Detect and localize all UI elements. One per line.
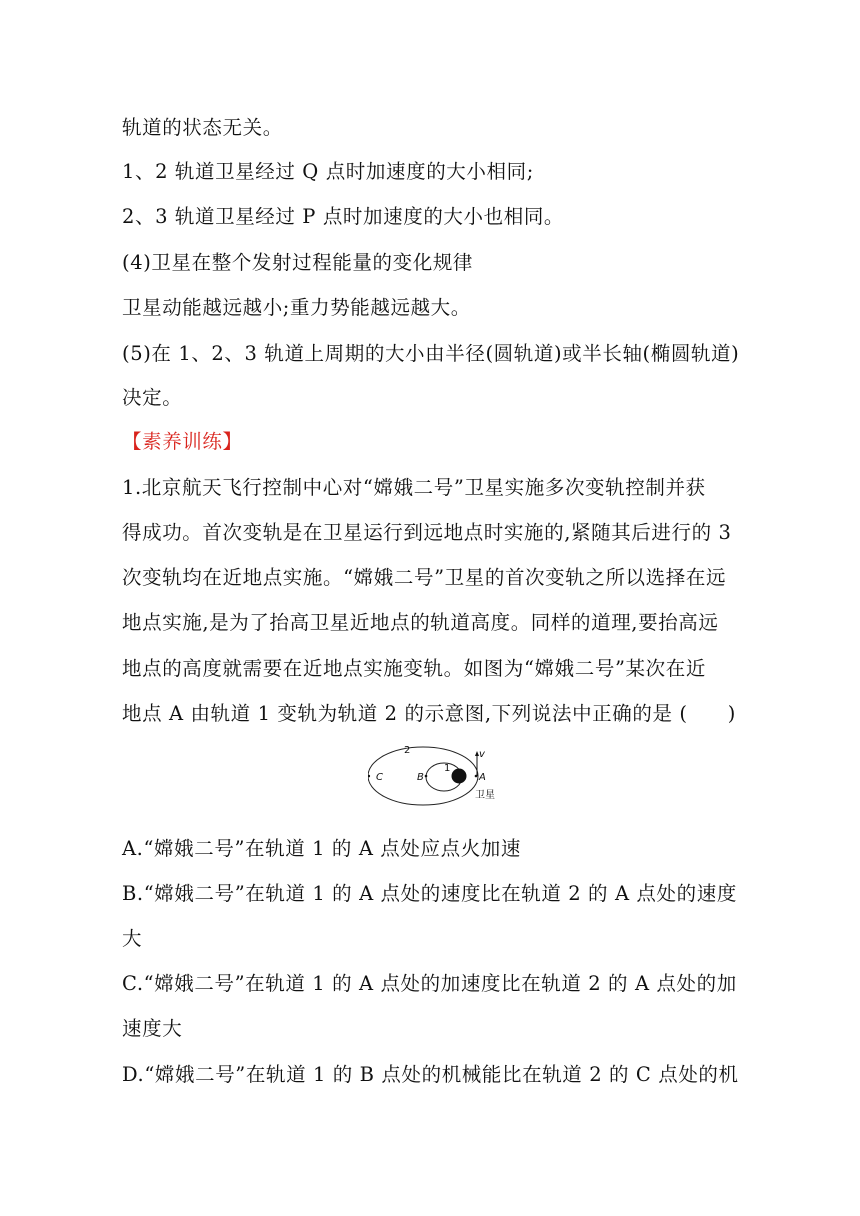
question-line: 1.北京航天飞行控制中心对“嫦娥二号”卫星实施多次变轨控制并获 [122,476,706,499]
option-d: D.“嫦娥二号”在轨道 1 的 B 点处的机械能比在轨道 2 的 C 点处的机 [122,1063,739,1086]
text-line: 决定。 [122,386,183,409]
text-line: 1、2 轨道卫星经过 Q 点时加速度的大小相同; [122,160,534,183]
question-line: 地点实施,是为了抬高卫星近地点的轨道高度。同样的道理,要抬高远 [122,611,719,634]
text-line: 轨道的状态无关。 [122,116,283,139]
point-c-marker [368,775,370,778]
text-line: (5)在 1、2、3 轨道上周期的大小由半径(圆轨道)或半长轴(椭圆轨道) [122,342,740,365]
orbit-svg [368,742,506,806]
option-c: C.“嫦娥二号”在轨道 1 的 A 点处的加速度比在轨道 2 的 A 点处的加 [122,972,737,995]
text-line: (4)卫星在整个发射过程能量的变化规律 [122,251,474,274]
text-line: 2、3 轨道卫星经过 P 点时加速度的大小也相同。 [122,205,565,228]
question-line: 地点 A 由轨道 1 变轨为轨道 2 的示意图,下列说法中正确的是 ( ) [122,702,736,725]
label-satellite: 卫星 [475,790,495,801]
option-b: B.“嫦娥二号”在轨道 1 的 A 点处的速度比在轨道 2 的 A 点处的速度 [122,882,737,905]
label-orbit-2: 2 [404,745,411,756]
option-a: A.“嫦娥二号”在轨道 1 的 A 点处应点火加速 [122,837,522,860]
section-title: 【素养训练】 [122,430,243,453]
orbit-diagram [368,742,506,806]
label-a: A [479,772,486,783]
question-line: 得成功。首次变轨是在卫星运行到远地点时实施的,紧随其后进行的 3 [122,521,732,544]
point-b-marker [425,775,428,778]
label-c: C [376,772,383,783]
option-c-cont: 速度大 [122,1017,183,1040]
question-line: 次变轨均在近地点实施。“嫦娥二号”卫星的首次变轨之所以选择在远 [122,566,727,589]
earth-icon [452,769,467,784]
question-line: 地点的高度就需要在近地点实施变轨。如图为“嫦娥二号”某次在近 [122,657,706,680]
label-v: v [479,749,485,760]
label-b: B [417,772,424,783]
text-line: 卫星动能越远越小;重力势能越远越大。 [122,296,471,319]
option-b-cont: 大 [122,927,143,950]
label-orbit-1: 1 [444,763,451,774]
